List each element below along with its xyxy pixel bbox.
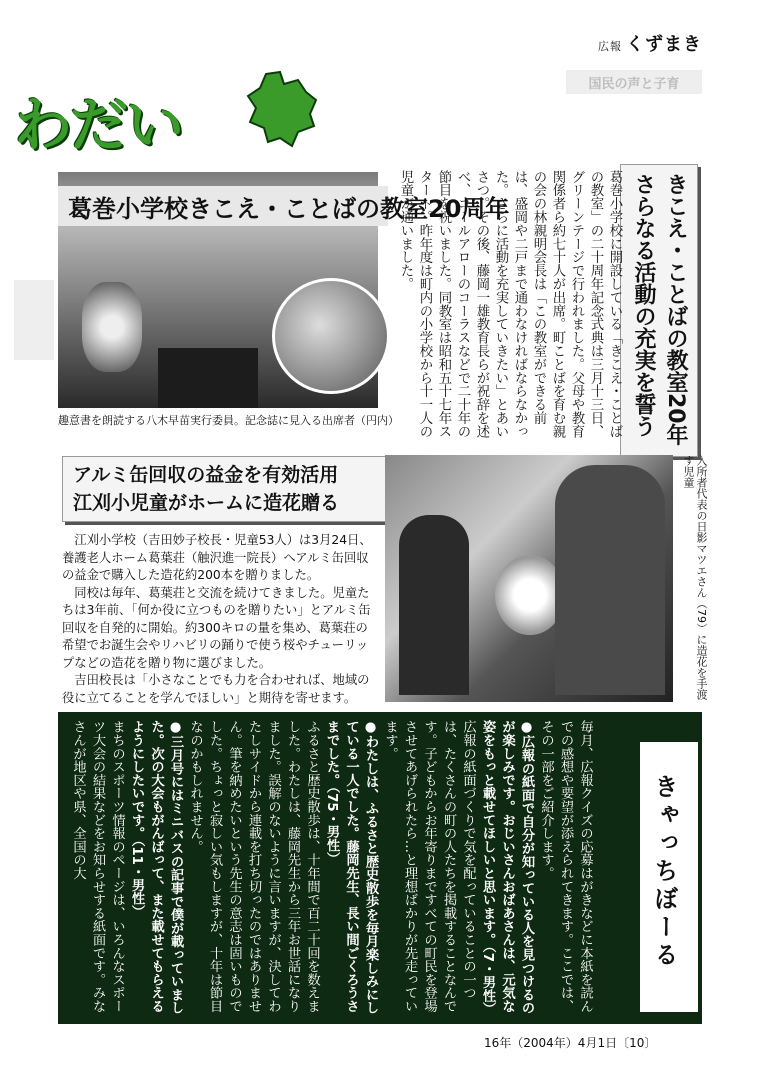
ceremony-photo — [58, 172, 510, 408]
letter-reply: まちのスポーツ情報のページは、いろんなスポーツ大会の結果などをお知らせする紙面です。みなさんが地区や県、全国の大 — [70, 720, 125, 1013]
article2-paragraph: 江刈小学校（吉田妙子校長・児童53人）は3月24日、養護老人ホーム葛葉荘（触沢進一院長）へアルミ缶回収の益金で購入した造花約200本を贈りました。 — [62, 533, 372, 582]
issue-date: 16年（2004年）4月1日〔10〕 — [484, 1036, 657, 1050]
photo-caption-1: 趣意書を朗読する八木早苗実行委員。記念誌に見入る出席者（円内） — [58, 414, 399, 427]
section-title: わだい — [14, 91, 183, 159]
kyacchiboru-title: きゃっちぼーる — [650, 774, 678, 970]
elderly-resident — [399, 515, 469, 695]
article2-paragraph: 吉田校長は「小さなことでも力を合わせれば、地域の役に立てることを学んでほしい」と期待を寄せます。 — [62, 673, 370, 705]
flower-arrangement — [82, 282, 142, 372]
publisher-title: くずまき — [626, 34, 702, 55]
article2-paragraph: 同校は毎年、葛葉荘と交流を続けてきました。児童たちは3年前、「何か役に立つものを贈りたい」とアルミ缶回収を自発的に開始。約300キロの量を集め、葛葉荘の希望でお誕生会やリハビリの踊りで使う桜やチューリップなどの造花を贈り物に選びました。 — [62, 585, 371, 670]
flower-gift-photo — [385, 455, 673, 702]
faded-label: 国民の声と子育 — [566, 70, 702, 94]
podium — [158, 348, 258, 408]
article1-body: 葛巻小学校に開設している「きこえ・ことばの教室」の二十周年記念式典は三月十三日、グリーンテージで行われました。父母や教育関係者ら約七十人が出席。町ことばを育む親の会の林親明会長は「この教室ができる前は、盛岡や二戸まで通わなければならなかった。さらに活動を充実していきたい」とあいさつ。その後、藤岡一雄教育長らが祝辞を述べ、コールアローのコーラスなどで二十年の節目を祝いました。同教室は昭和五十七年スタート。昨年度は町内の小学校から十一人の児童が通いました。 — [398, 170, 622, 438]
publisher-small-label: 広報 — [598, 40, 622, 53]
publisher-name — [598, 30, 702, 56]
inset-photo — [272, 278, 390, 394]
article2-body — [62, 532, 374, 707]
article1-headline — [620, 164, 698, 457]
article2-headline — [62, 456, 390, 522]
article1-headline-line2: さらなる活動の充実を誓う — [631, 173, 656, 437]
student — [555, 465, 665, 695]
article2-headline-line1: アルミ缶回収の益金を有効活用 — [73, 464, 339, 486]
letters-intro: 毎月、広報クイズの応募はがきなどに本紙を読んでの感想や要望が添えられてきます。ここでは、その一部をご紹介します。 — [538, 720, 593, 1013]
article1-headline-line1: きこえ・ことばの教室20年 — [663, 173, 688, 446]
letter-highlight: ●広報の紙面で自分が知っている人を見つけるのが楽しみです。おじいさんおばあさんは、元気な姿をもっと載せてほしいと思います。（7・男性） — [480, 720, 534, 1016]
letter-highlight: ●三月号にはミニバスの記事で僕が載っていました。次の大会もがんばって、また載せてもらえるようにしたいです。（11・男性） — [129, 720, 183, 1015]
background-decoration — [14, 280, 54, 360]
letter-highlight: ●わたしは、ふるさと歴史散歩を毎月楽しみにしている一人でした。藤岡先生、長い間ごくろうさまでした。（75・男性） — [324, 720, 378, 1015]
town-map-icon — [246, 70, 318, 148]
letter-reply: ふるさと歴史散歩は、十年間で百二十回を数えました。わたしは、藤岡先生から三年お世話になりました。誤解のないように言いますが、決してわたしサイドから連載を打ち切ったのではありません。筆を納めたいという先生の意志は固いものでした。ちょっと寂しい気もしますが、十年は節目なのかもしれません。 — [187, 720, 320, 1013]
photo-caption-2: 入所者代表の日影マツエさん（79）に造花を手渡す児童 — [682, 455, 708, 700]
article2-headline-line2: 江刈小児童がホームに造花贈る — [73, 492, 340, 514]
reader-letters-body — [68, 720, 595, 1016]
letter-reply: 広報の紙面づくりで気を配っていることの一つは、たくさんの町の人たちを掲載することなんです。子どもからお年寄りまですべての町民を登場させてあげられたら…と理想ばかりが先走っています。 — [382, 720, 476, 1013]
ceremony-banner: 葛巻小学校きこえ・ことばの教室20周年 — [58, 186, 388, 226]
